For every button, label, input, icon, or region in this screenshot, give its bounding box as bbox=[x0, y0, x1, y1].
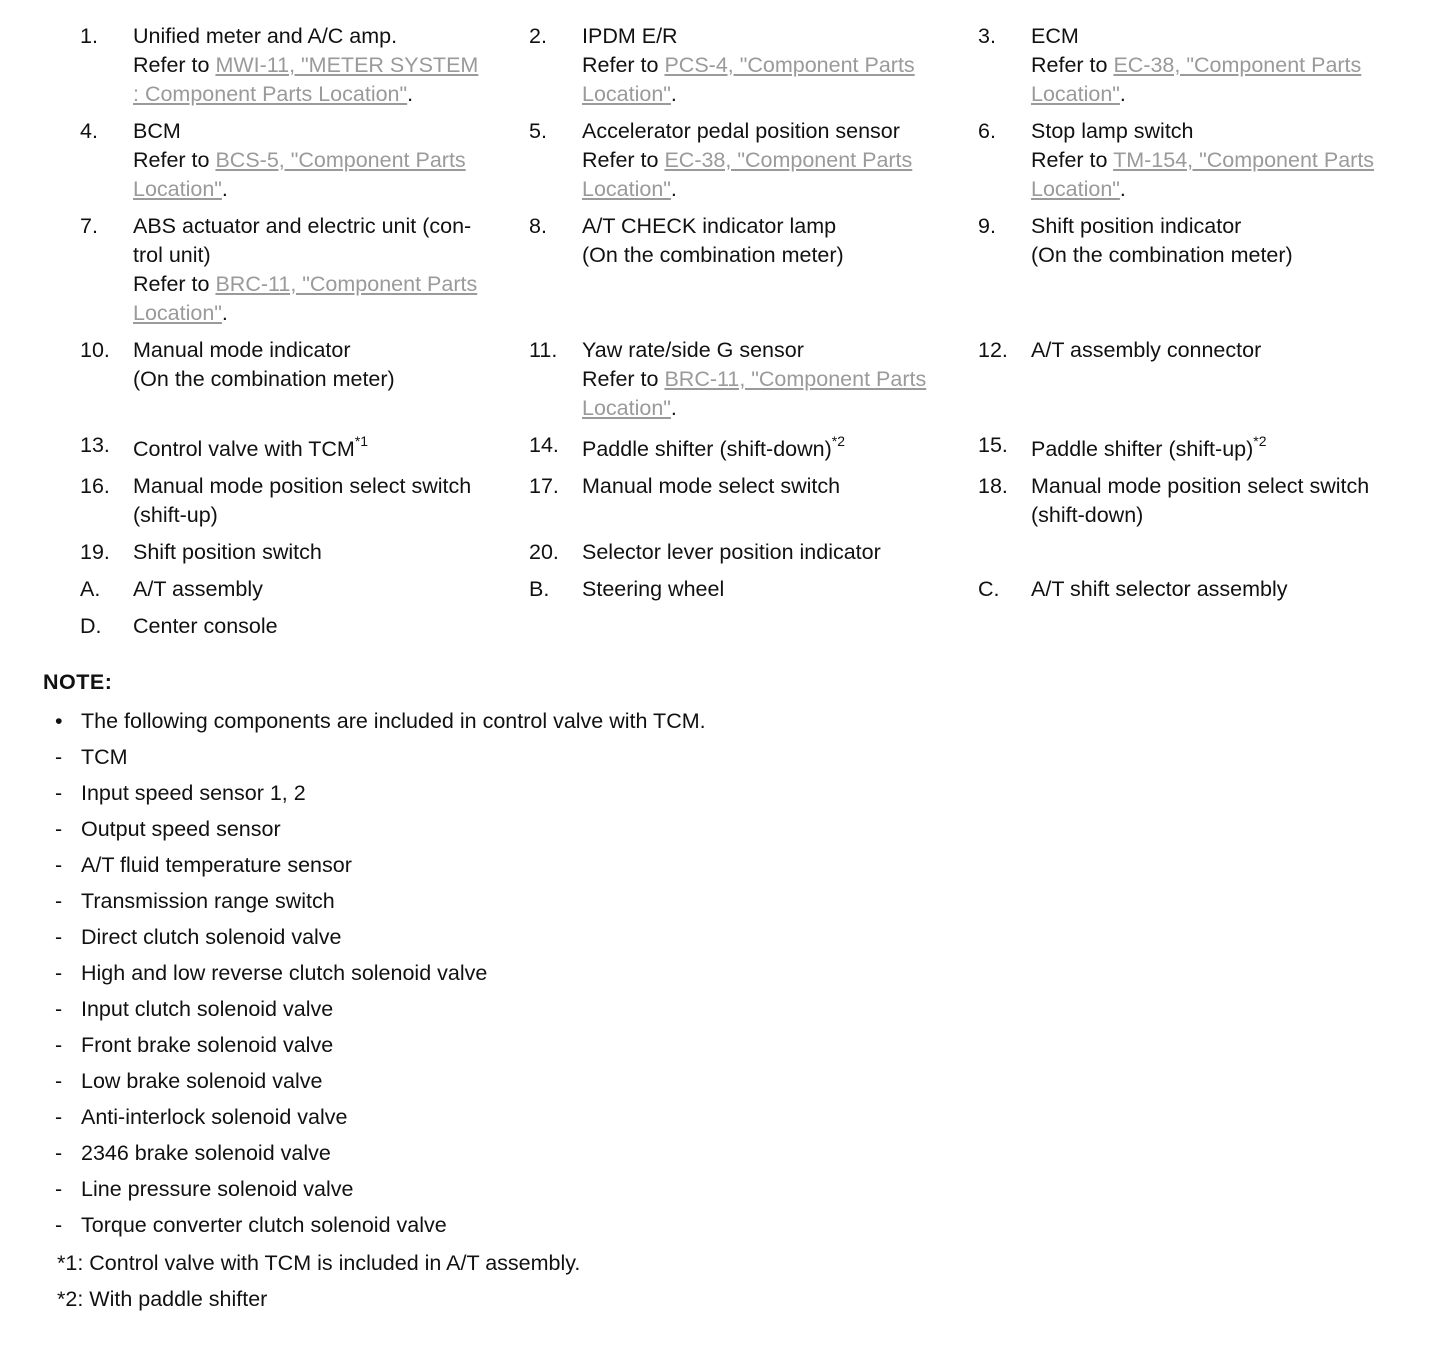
list-item bbox=[55, 1139, 706, 1175]
component-name: Anti-interlock solenoid valve bbox=[81, 1105, 348, 1129]
legend-item-15 bbox=[978, 431, 1430, 464]
ref-link-brc-11[interactable]: BRC-11, "Component Parts bbox=[215, 272, 478, 296]
item-name-cont: (shift-down) bbox=[1031, 503, 1144, 527]
item-name: BCM bbox=[133, 119, 181, 143]
item-number: 6. bbox=[978, 119, 996, 143]
item-name: A/T CHECK indicator lamp bbox=[582, 214, 837, 238]
item-name: A/T assembly bbox=[133, 577, 263, 601]
legend-item-2 bbox=[529, 22, 978, 109]
dash-mark: - bbox=[55, 1105, 63, 1129]
legend-item-4 bbox=[80, 117, 529, 204]
list-item bbox=[55, 995, 706, 1031]
dash-mark: - bbox=[55, 853, 63, 877]
legend-item-1 bbox=[80, 22, 529, 109]
item-number: 20. bbox=[529, 540, 559, 564]
list-item bbox=[55, 923, 706, 959]
component-name: Transmission range switch bbox=[81, 889, 335, 913]
item-name: Manual mode select switch bbox=[582, 474, 841, 498]
item-name: Paddle shifter (shift-down) bbox=[582, 437, 832, 461]
refer-to-label: Refer to bbox=[133, 272, 216, 296]
component-name: Front brake solenoid valve bbox=[81, 1033, 334, 1057]
refer-to-label: Refer to bbox=[1031, 148, 1114, 172]
item-letter: C. bbox=[978, 577, 1000, 601]
item-number: 1. bbox=[80, 24, 98, 48]
legend-item-9 bbox=[978, 212, 1430, 328]
ref-period: . bbox=[221, 177, 228, 201]
legend-item-8 bbox=[529, 212, 978, 328]
note-intro bbox=[55, 707, 706, 743]
legend-item-13 bbox=[80, 431, 529, 464]
list-item bbox=[55, 743, 706, 779]
legend-item-5 bbox=[529, 117, 978, 204]
component-name: Output speed sensor bbox=[81, 817, 281, 841]
legend-item-b bbox=[529, 575, 978, 604]
legend-item-c bbox=[978, 575, 1430, 604]
note-components-list bbox=[55, 707, 706, 1247]
item-name: ECM bbox=[1031, 24, 1079, 48]
item-number: 16. bbox=[80, 474, 110, 498]
list-item bbox=[55, 815, 706, 851]
item-name: IPDM E/R bbox=[582, 24, 678, 48]
legend-item-19 bbox=[80, 538, 529, 567]
legend-item-18 bbox=[978, 472, 1430, 530]
note-title: NOTE: bbox=[43, 670, 113, 694]
legend-item-12 bbox=[978, 336, 1430, 423]
dash-mark: - bbox=[55, 1177, 63, 1201]
list-item bbox=[55, 1103, 706, 1139]
item-number: 4. bbox=[80, 119, 98, 143]
item-name: Unified meter and A/C amp. bbox=[133, 24, 398, 48]
component-name: 2346 brake solenoid valve bbox=[81, 1141, 331, 1165]
item-name: Center console bbox=[133, 614, 278, 638]
list-item bbox=[55, 1175, 706, 1211]
refer-to-label: Refer to bbox=[582, 53, 665, 77]
legend-item-16 bbox=[80, 472, 529, 530]
footnote-2: *2: With paddle shifter bbox=[57, 1287, 268, 1311]
ref-link-bcs-5[interactable]: BCS-5, "Component Parts bbox=[215, 148, 466, 172]
legend-item-a bbox=[80, 575, 529, 604]
item-number: 19. bbox=[80, 540, 110, 564]
item-name: Selector lever position indicator bbox=[582, 540, 881, 564]
ref-link-brc-11[interactable]: BRC-11, "Component Parts bbox=[664, 367, 927, 391]
footnote-ref: *1 bbox=[354, 432, 369, 449]
item-name: A/T assembly connector bbox=[1031, 338, 1262, 362]
legend-empty-cell bbox=[978, 538, 1430, 567]
item-number: 10. bbox=[80, 338, 110, 362]
legend-item-7 bbox=[80, 212, 529, 328]
item-letter: A. bbox=[80, 577, 101, 601]
refer-to-label: Refer to bbox=[582, 367, 665, 391]
ref-link-ec-38-cont[interactable]: Location" bbox=[582, 177, 671, 201]
component-name: Low brake solenoid valve bbox=[81, 1069, 323, 1093]
dash-mark: - bbox=[55, 1213, 63, 1237]
item-name: Control valve with TCM bbox=[133, 437, 355, 461]
item-number: 9. bbox=[978, 214, 996, 238]
dash-mark: - bbox=[55, 961, 63, 985]
item-name: Shift position indicator bbox=[1031, 214, 1242, 238]
dash-mark: - bbox=[55, 1069, 63, 1093]
ref-link-brc-11-cont[interactable]: Location" bbox=[133, 301, 222, 325]
bullet-icon: • bbox=[55, 709, 63, 733]
footnote-1: *1: Control valve with TCM is included in A/T assembly. bbox=[57, 1251, 581, 1275]
ref-link-ec-38[interactable]: EC-38, "Component Parts bbox=[664, 148, 913, 172]
component-name: Direct clutch solenoid valve bbox=[81, 925, 342, 949]
item-location: (On the combination meter) bbox=[1031, 243, 1293, 267]
item-name: Accelerator pedal position sensor bbox=[582, 119, 900, 143]
ref-link-tm-154[interactable]: TM-154, "Component Parts bbox=[1113, 148, 1375, 172]
legend-item-20 bbox=[529, 538, 978, 567]
component-name: Line pressure solenoid valve bbox=[81, 1177, 354, 1201]
item-name: Stop lamp switch bbox=[1031, 119, 1194, 143]
item-name: A/T shift selector assembly bbox=[1031, 577, 1288, 601]
ref-link-brc-11-cont[interactable]: Location" bbox=[582, 396, 671, 420]
item-number: 18. bbox=[978, 474, 1008, 498]
list-item bbox=[55, 959, 706, 995]
item-name: Manual mode position select switch bbox=[133, 474, 472, 498]
item-name-cont: trol unit) bbox=[133, 243, 211, 267]
item-name: Steering wheel bbox=[582, 577, 725, 601]
ref-link-mwi-11[interactable]: MWI-11, "METER SYSTEM bbox=[215, 53, 479, 77]
component-name: Input clutch solenoid valve bbox=[81, 997, 334, 1021]
dash-mark: - bbox=[55, 889, 63, 913]
dash-mark: - bbox=[55, 1141, 63, 1165]
ref-period: . bbox=[670, 177, 677, 201]
dash-mark: - bbox=[55, 781, 63, 805]
ref-period: . bbox=[670, 82, 677, 106]
legend-item-10 bbox=[80, 336, 529, 423]
legend-item-3 bbox=[978, 22, 1430, 109]
ref-period: . bbox=[670, 396, 677, 420]
item-name: Paddle shifter (shift-up) bbox=[1031, 437, 1254, 461]
ref-link-tm-154-cont[interactable]: Location" bbox=[1031, 177, 1120, 201]
legend-item-17 bbox=[529, 472, 978, 530]
component-name: A/T fluid temperature sensor bbox=[81, 853, 352, 877]
ref-link-ec-38-cont[interactable]: Location" bbox=[1031, 82, 1120, 106]
dash-mark: - bbox=[55, 745, 63, 769]
component-name: Input speed sensor 1, 2 bbox=[81, 781, 306, 805]
ref-link-bcs-5-cont[interactable]: Location" bbox=[133, 177, 222, 201]
list-item bbox=[55, 779, 706, 815]
item-number: 11. bbox=[529, 338, 558, 362]
item-number: 3. bbox=[978, 24, 996, 48]
item-number: 12. bbox=[978, 338, 1008, 362]
item-name: Manual mode indicator bbox=[133, 338, 351, 362]
ref-period: . bbox=[221, 301, 228, 325]
item-number: 17. bbox=[529, 474, 559, 498]
item-number: 2. bbox=[529, 24, 547, 48]
dash-mark: - bbox=[55, 817, 63, 841]
item-name: ABS actuator and electric unit (con- bbox=[133, 214, 472, 238]
item-letter: D. bbox=[80, 614, 102, 638]
refer-to-label: Refer to bbox=[133, 53, 216, 77]
item-location: (On the combination meter) bbox=[582, 243, 844, 267]
refer-to-label: Refer to bbox=[1031, 53, 1114, 77]
legend-item-14 bbox=[529, 431, 978, 464]
component-legend bbox=[80, 22, 1430, 641]
item-name: Shift position switch bbox=[133, 540, 322, 564]
item-location: (On the combination meter) bbox=[133, 367, 395, 391]
component-name: High and low reverse clutch solenoid valve bbox=[81, 961, 488, 985]
dash-mark: - bbox=[55, 925, 63, 949]
item-number: 13. bbox=[80, 433, 110, 457]
ref-period: . bbox=[407, 82, 414, 106]
list-item bbox=[55, 1211, 706, 1247]
item-name: Yaw rate/side G sensor bbox=[582, 338, 804, 362]
legend-item-d bbox=[80, 612, 529, 641]
item-name: Manual mode position select switch bbox=[1031, 474, 1370, 498]
item-number: 15. bbox=[978, 433, 1008, 457]
footnote-ref: *2 bbox=[831, 432, 845, 449]
list-item bbox=[55, 1031, 706, 1067]
footnotes bbox=[57, 1249, 580, 1321]
item-name-cont: (shift-up) bbox=[133, 503, 218, 527]
ref-link-pcs-4-cont[interactable]: Location" bbox=[582, 82, 671, 106]
ref-link-mwi-11-cont[interactable]: : Component Parts Location" bbox=[133, 82, 408, 106]
dash-mark: - bbox=[55, 1033, 63, 1057]
ref-link-ec-38[interactable]: EC-38, "Component Parts bbox=[1113, 53, 1362, 77]
list-item bbox=[55, 887, 706, 923]
refer-to-label: Refer to bbox=[133, 148, 216, 172]
ref-period: . bbox=[1119, 82, 1126, 106]
refer-to-label: Refer to bbox=[582, 148, 665, 172]
ref-period: . bbox=[1119, 177, 1126, 201]
note-intro-text: The following components are included in control valve with TCM. bbox=[81, 709, 706, 733]
component-name: Torque converter clutch solenoid valve bbox=[81, 1213, 447, 1237]
component-name: TCM bbox=[81, 745, 128, 769]
ref-link-pcs-4[interactable]: PCS-4, "Component Parts bbox=[664, 53, 915, 77]
item-number: 8. bbox=[529, 214, 547, 238]
item-letter: B. bbox=[529, 577, 550, 601]
list-item bbox=[55, 1067, 706, 1103]
dash-mark: - bbox=[55, 997, 63, 1021]
list-item bbox=[55, 851, 706, 887]
item-number: 5. bbox=[529, 119, 547, 143]
legend-item-6 bbox=[978, 117, 1430, 204]
item-number: 7. bbox=[80, 214, 98, 238]
footnote-ref: *2 bbox=[1253, 432, 1267, 449]
legend-item-11 bbox=[529, 336, 978, 423]
item-number: 14. bbox=[529, 433, 559, 457]
